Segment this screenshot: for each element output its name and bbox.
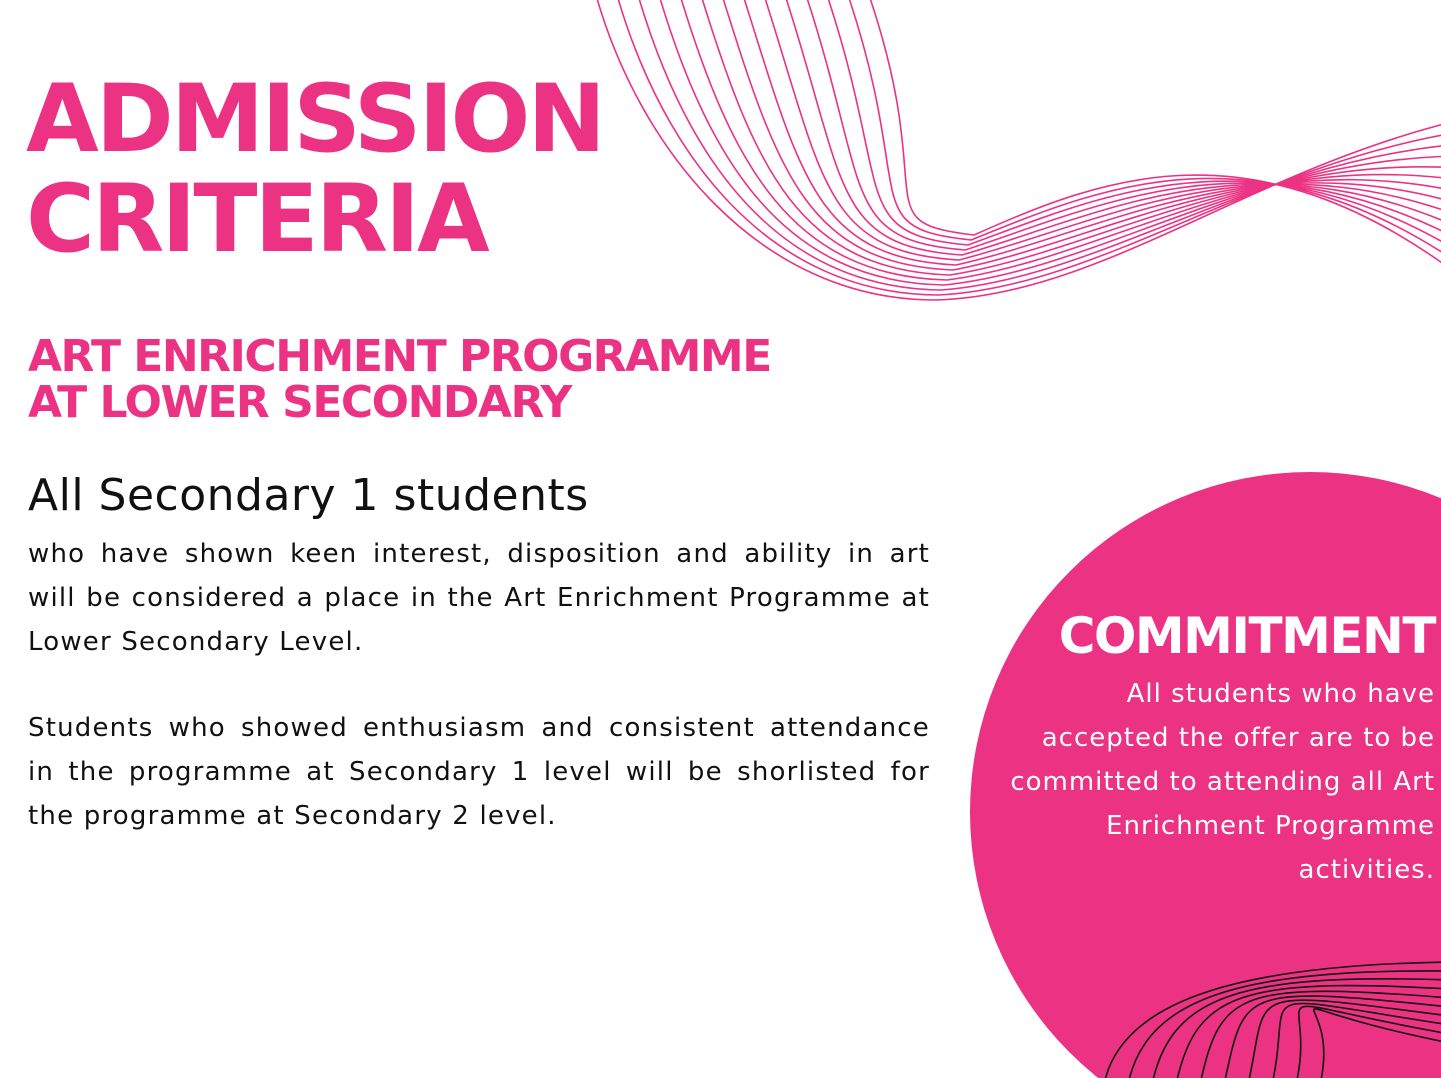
commitment-title: COMMITMENT (1058, 607, 1435, 665)
decorative-wave-lines-bottom (1090, 940, 1441, 1078)
title-line-1: ADMISSION (26, 65, 604, 174)
wave-line (1249, 1000, 1441, 1078)
wave-line (680, 0, 1441, 280)
criteria-paragraph-2: Students who showed enthusiasm and consistent attendance in the programme at Secondary 1 level will be shorlisted for the programme at Secondary 2 level. (28, 713, 930, 831)
programme-subtitle (28, 331, 771, 428)
wave-line (722, 0, 1441, 270)
page-title (26, 65, 604, 274)
wave-line (659, 0, 1441, 285)
lead-heading: All Secondary 1 students (28, 470, 589, 521)
commitment-text: All students who have accepted the offer are to be committed to attending all Art Enrichment Programme activities. (1010, 679, 1435, 885)
wave-line (785, 0, 1441, 255)
wave-line (827, 0, 1441, 252)
wave-line (1297, 1006, 1441, 1078)
title-line-2: CRITERIA (26, 165, 487, 274)
wave-line (701, 0, 1441, 275)
subtitle-line-2: AT LOWER SECONDARY (28, 377, 571, 428)
criteria-paragraph-1: who have shown keen interest, disposition and ability in art will be considered a place in the Art Enrichment Programme at Lower Secondary Level. (28, 539, 930, 657)
wave-line (1314, 1009, 1441, 1078)
subtitle-line-1: ART ENRICHMENT PROGRAMME (28, 331, 771, 382)
wave-line (743, 0, 1441, 265)
